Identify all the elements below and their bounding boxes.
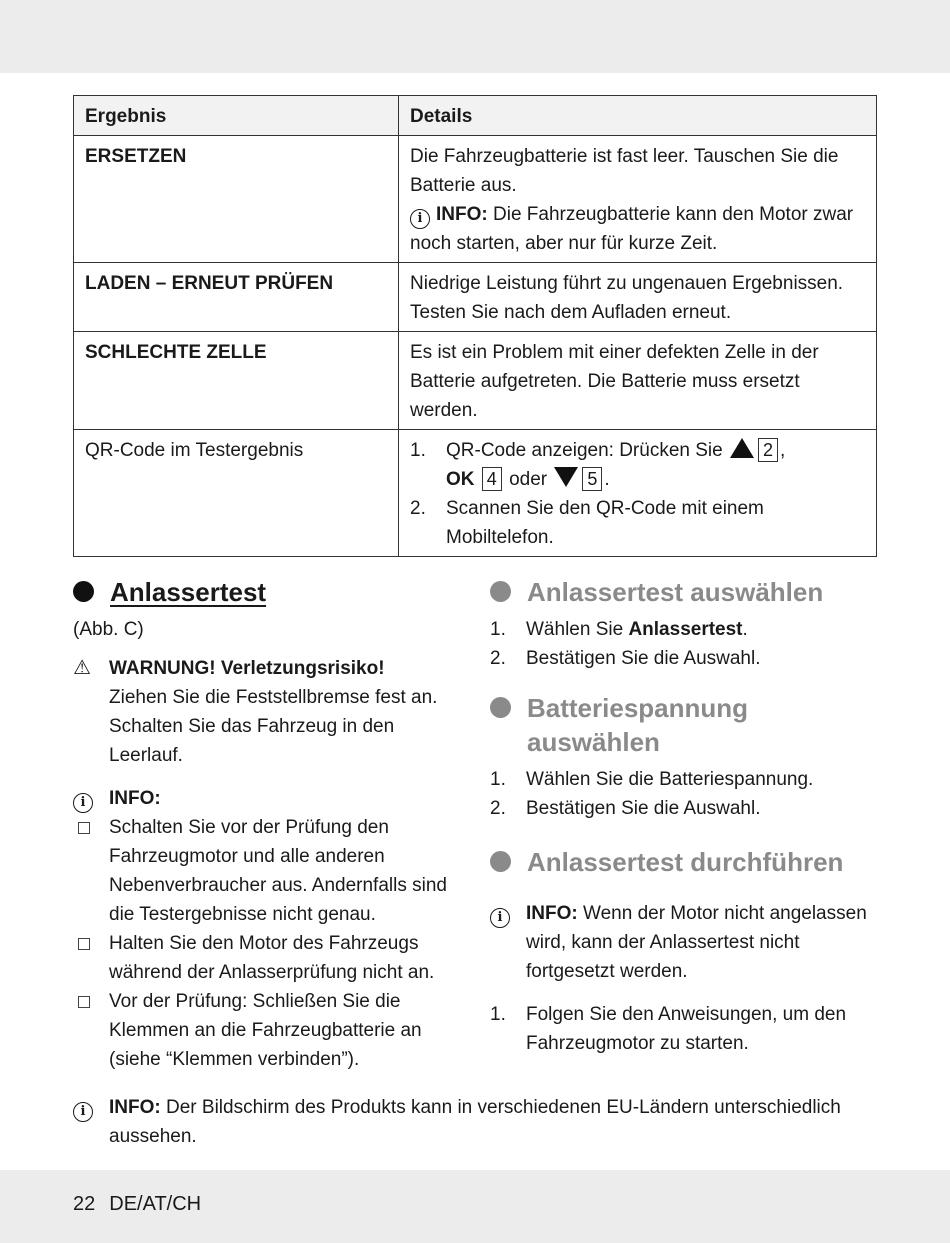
list-item: 2. Bestätigen Sie die Auswahl. [490,648,761,669]
info-icon: i [410,209,430,229]
arrow-down-icon [554,467,578,487]
result-qr-code: QR-Code im Testergebnis [74,430,399,557]
key-down-number: 5 [582,467,602,491]
result-schlechte-zelle: SCHLECHTE ZELLE [74,332,399,430]
header-details: Details [399,96,877,136]
bullet-dot-icon [490,697,511,718]
list-item: 1. Wählen Sie Anlassertest. [490,619,748,640]
page-footer [73,1193,215,1216]
warning-title: WARNUNG! Verletzungsrisiko! [109,658,385,679]
info-block: i INFO: Wenn der Motor nicht angelassen wird, kann der Anlassertest nicht fortgesetzt werden. [490,899,880,986]
table-row [74,430,877,557]
table-row [74,136,877,263]
details-qr-code [399,430,877,557]
steps-list [490,765,880,823]
list-item: 2. Bestätigen Sie die Auswahl. [490,798,761,819]
results-table [73,95,877,557]
details-ersetzen: Die Fahrzeugbatterie ist fast leer. Tauschen Sie die Batterie aus. i INFO: Die Fahrzeugbatterie kann den Motor zwar noch starten, aber nur für kurze Zeit. [399,136,877,263]
warning-block [73,654,463,770]
page-number: 22 [73,1193,96,1215]
table-row [74,263,877,332]
info-icon: i [73,1102,93,1122]
list-item: Halten Sie den Motor des Fahrzeugs während der Anlasserprüfung nicht an. [73,929,463,987]
list-item: Schalten Sie vor der Prüfung den Fahrzeugmotor und alle anderen Nebenverbraucher aus. Andernfalls sind die Testergebnisse nicht genau. [73,813,463,929]
heading-anlassertest: Anlassertest [73,575,463,609]
region-label: DE/AT/CH [109,1193,202,1215]
checkbox-square-icon [78,996,90,1008]
warning-icon: ⚠ [73,657,91,679]
list-item: 2. Scannen Sie den QR-Code mit einem Mobiltelefon. [410,498,764,548]
key-ok-number: 4 [482,467,502,491]
arrow-up-icon [730,438,754,458]
steps-list [490,615,880,673]
table-header-row [74,96,877,136]
result-ersetzen: ERSETZEN [74,136,399,263]
ok-label: OK [446,469,475,490]
result-laden: LADEN – ERNEUT PRÜFEN [74,263,399,332]
key-up-number: 2 [758,438,778,462]
warning-text: Ziehen Sie die Feststellbremse fest an. Schalten Sie das Fahrzeug in den Leerlauf. [109,687,438,766]
info-icon: i [73,793,93,813]
info-icon: i [490,908,510,928]
right-column [490,575,880,1058]
checkbox-square-icon [78,938,90,950]
steps-list [490,1000,880,1058]
details-schlechte-zelle: Es ist ein Problem mit einer defekten Zelle in der Batterie aufgetreten. Die Batterie muss ersetzt werden. [399,332,877,430]
table-row [74,332,877,430]
header-band [0,0,950,73]
bullet-dot-icon [73,581,94,602]
list-item: 1. QR-Code anzeigen: Drücken Sie 2 , OK 4 oder 5 . [410,440,786,490]
bullet-dot-icon [490,851,511,872]
list-item: 1. Wählen Sie die Batteriespannung. [490,769,814,790]
left-column [73,575,463,1074]
info-heading: i INFO: [73,784,463,813]
list-item: 1. Folgen Sie den Anweisungen, um den Fahrzeugmotor zu starten. [490,1004,847,1054]
heading-anlassertest-auswaehlen: Anlassertest auswählen [490,575,880,609]
header-ergebnis: Ergebnis [74,96,399,136]
details-laden: Niedrige Leistung führt zu ungenauen Ergebnissen. Testen Sie nach dem Aufladen erneut. [399,263,877,332]
bullet-dot-icon [490,581,511,602]
heading-anlassertest-durchfuehren: Anlassertest durchführen [490,845,880,879]
list-item: Vor der Prüfung: Schließen Sie die Klemmen an die Fahrzeugbatterie an (siehe “Klemmen verbinden”). [73,987,463,1074]
bottom-info-note: i INFO: Der Bildschirm des Produkts kann in verschiedenen EU-Ländern unterschiedlich aussehen. [73,1093,883,1151]
heading-batteriespannung: Batteriespannung auswählen [490,691,880,759]
checkbox-square-icon [78,822,90,834]
figure-reference: (Abb. C) [73,619,144,640]
info-bullet-list [73,813,463,1074]
